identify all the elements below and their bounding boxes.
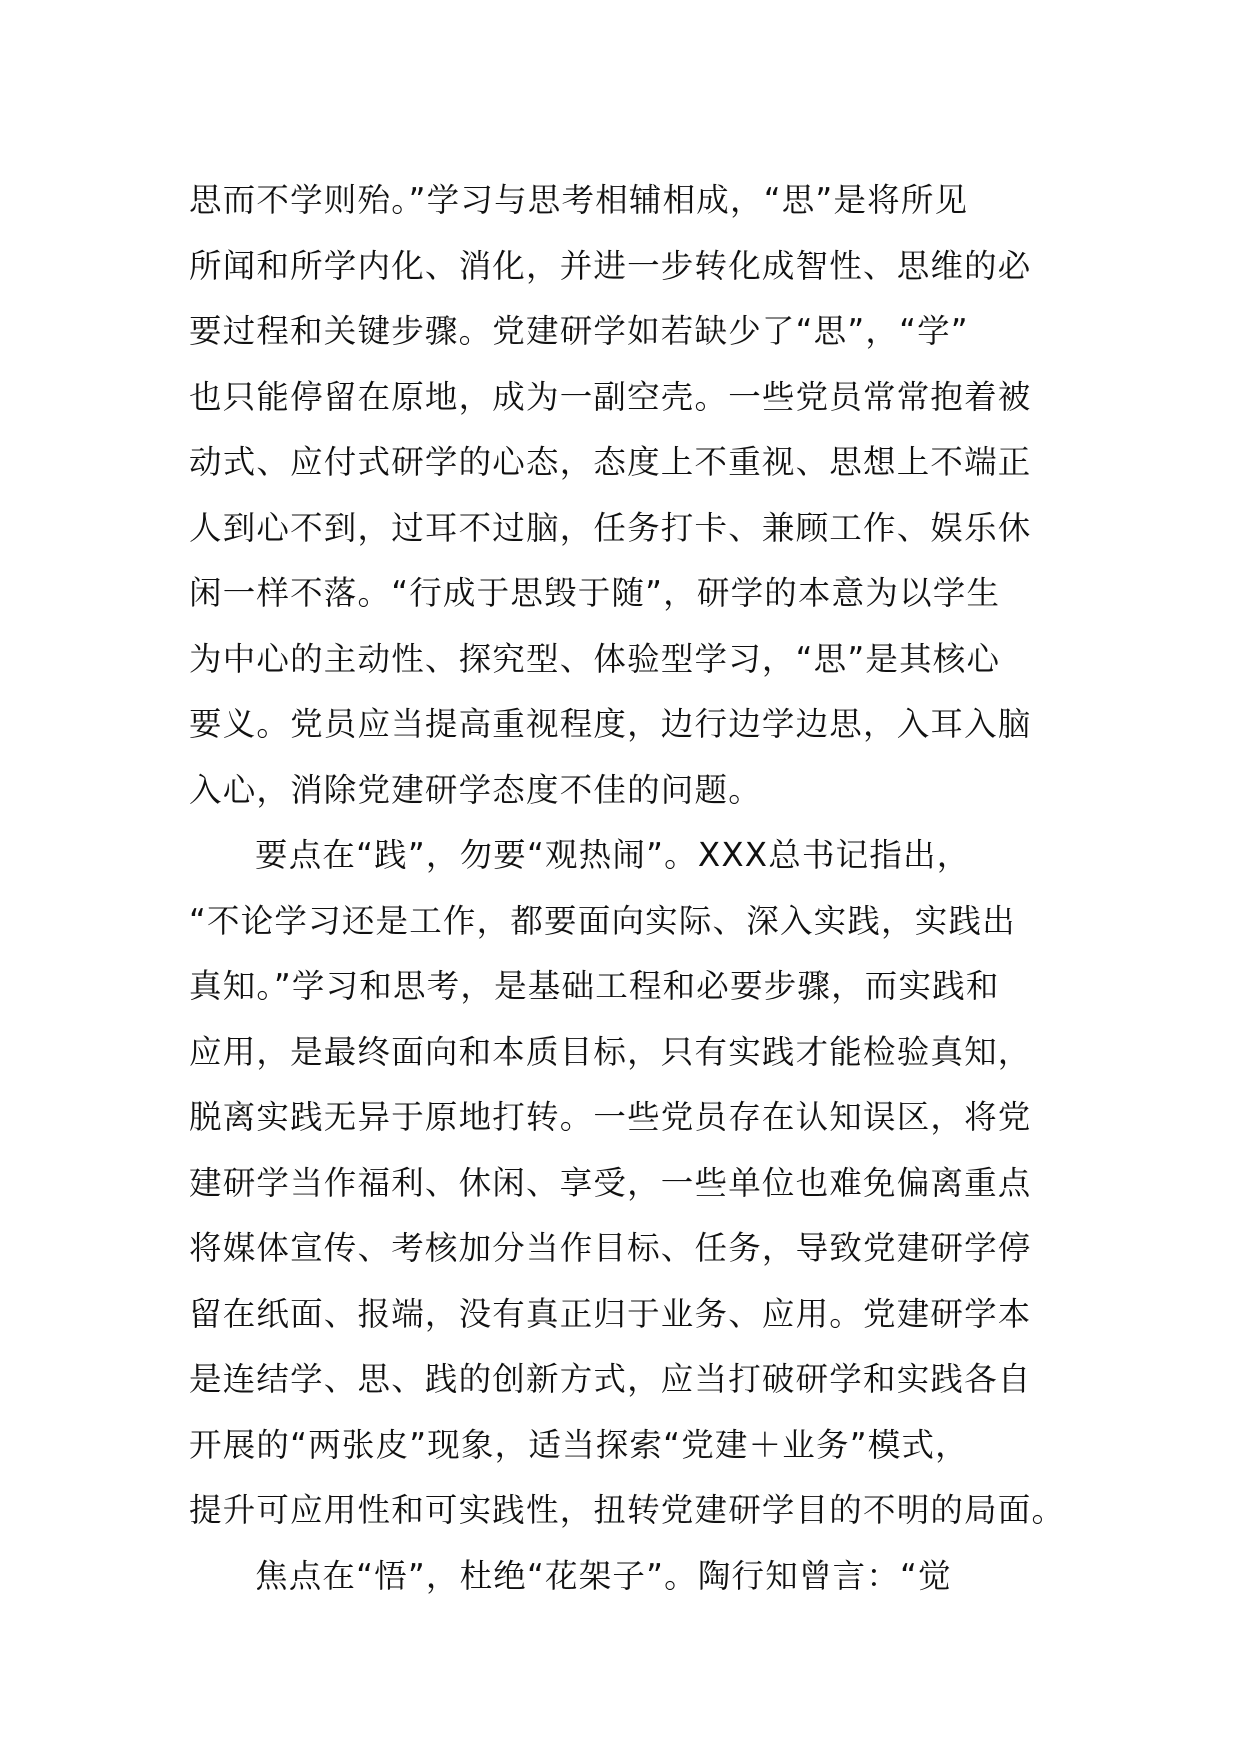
text-line: 提升可应用性和可实践性，扭转党建研学目的不明的局面。 [189, 1491, 1066, 1529]
paragraph-start-line: 焦点在“悟”，杜绝“花架子”。陶行知曾言：“觉 [255, 1556, 952, 1595]
body-text [189, 168, 1066, 1609]
text-line: 真知。”学习和思考，是基础工程和必要步骤，而实践和 [189, 967, 1000, 1005]
text-line: 入心，消除党建研学态度不佳的问题。 [189, 770, 762, 809]
text-line: “不论学习还是工作，都要面向实际、深入实践，实践出 [189, 901, 1016, 940]
text-line: 建研学当作福利、休闲、享受，一些单位也难免偏离重点 [189, 1163, 1032, 1202]
text-line: 开展的“两张皮”现象，适当探索“党建＋业务”模式， [189, 1425, 969, 1464]
paragraph-start-line: 要点在“践”，勿要“观热闹”。XXX总书记指出， [255, 836, 971, 874]
text-line: 脱离实践无异于原地打转。一些党员存在认知误区，将党 [189, 1098, 1032, 1136]
text-line: 应用，是最终面向和本质目标，只有实践才能检验真知， [189, 1032, 1032, 1071]
text-line: 是连结学、思、践的创新方式，应当打破研学和实践各自 [189, 1360, 1032, 1398]
text-line: 也只能停留在原地，成为一副空壳。一些党员常常抱着被 [189, 377, 1032, 416]
text-line: 将媒体宣传、考核加分当作目标、任务，导致党建研学停 [189, 1229, 1032, 1267]
text-line: 思而不学则殆。”学习与思考相辅相成，“思”是将所见 [189, 181, 969, 219]
text-line: 要过程和关键步骤。党建研学如若缺少了“思”，“学” [189, 312, 969, 350]
text-line: 留在纸面、报端，没有真正归于业务、应用。党建研学本 [189, 1294, 1032, 1333]
text-line: 人到心不到，过耳不过脑，任务打卡、兼顾工作、娱乐休 [189, 508, 1032, 547]
text-line: 为中心的主动性、探究型、体验型学习，“思”是其核心 [189, 639, 1001, 678]
text-line: 所闻和所学内化、消化，并进一步转化成智性、思维的必 [189, 246, 1032, 285]
text-line: 闲一样不落。“行成于思毁于随”，研学的本意为以学生 [189, 574, 1001, 612]
text-line: 要义。党员应当提高重视程度，边行边学边思，入耳入脑 [189, 705, 1032, 743]
text-line: 动式、应付式研学的心态，态度上不重视、思想上不端正 [189, 443, 1032, 481]
